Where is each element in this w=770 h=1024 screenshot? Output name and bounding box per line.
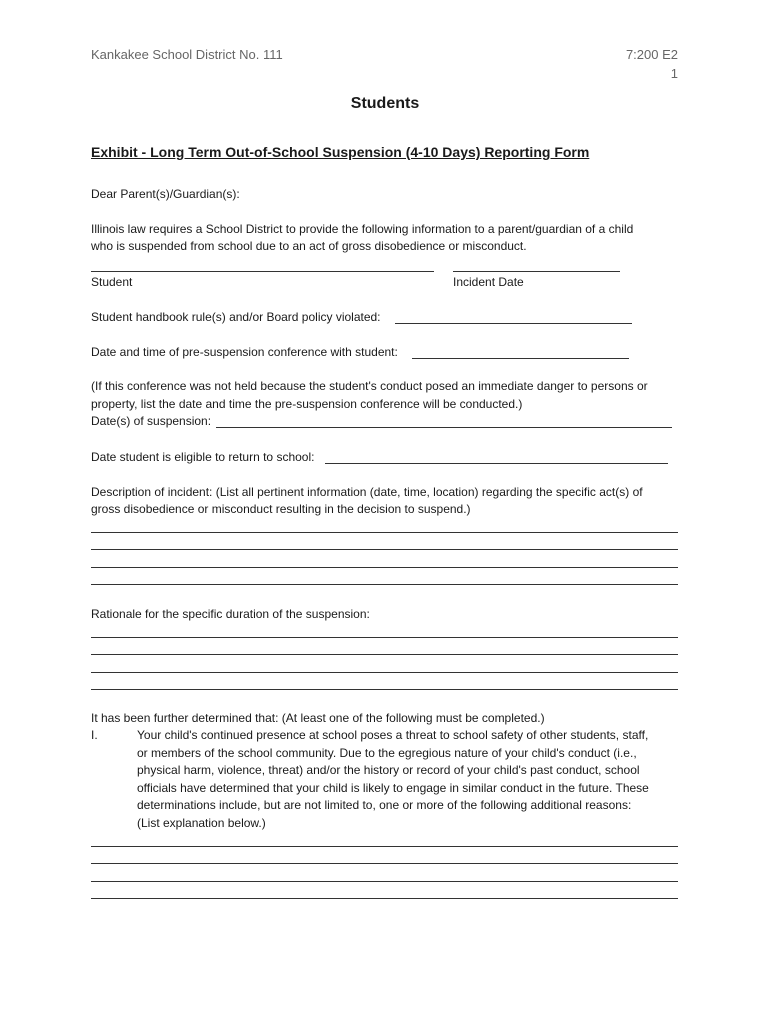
rationale-field-line[interactable]	[91, 689, 678, 690]
description-line-2: gross disobedience or misconduct resulting in the decision to suspend.)	[91, 502, 471, 516]
determination-line: officials have determined that your child is likely to engage in similar conduct in the future. These	[137, 781, 649, 795]
explanation-field-line[interactable]	[91, 863, 678, 864]
rationale-field-line[interactable]	[91, 637, 678, 638]
intro-line-2: who is suspended from school due to an act of gross disobedience or misconduct.	[91, 239, 527, 253]
description-field-line[interactable]	[91, 532, 678, 533]
conference-note-line-2: property, list the date and time the pre-suspension conference will be conducted.)	[91, 397, 523, 411]
determination-line: determinations include, but are not limited to, one or more of the following additional reasons:	[137, 798, 632, 812]
suspension-dates-label: Date(s) of suspension:	[91, 414, 212, 428]
student-label: Student	[91, 275, 133, 289]
determination-intro: It has been further determined that: (At least one of the following must be completed.)	[91, 711, 545, 725]
incident-date-field[interactable]	[453, 271, 620, 272]
description-field-line[interactable]	[91, 584, 678, 585]
district-name: Kankakee School District No. 111	[91, 47, 283, 62]
intro-line-1: Illinois law requires a School District to provide the following information to a parent/guardian of a child	[91, 222, 634, 236]
conference-field[interactable]	[412, 358, 629, 359]
page-number: 1	[670, 66, 678, 81]
policy-code: 7:200 E2	[625, 47, 678, 62]
determination-line: Your child's continued presence at school poses a threat to school safety of other students, staff,	[137, 728, 649, 742]
description-field-line[interactable]	[91, 549, 678, 550]
conference-note-line-1: (If this conference was not held because the student's conduct posed an immediate danger to persons or	[91, 379, 648, 393]
determination-line: (List explanation below.)	[137, 816, 266, 830]
rationale-field-line[interactable]	[91, 654, 678, 655]
explanation-field-line[interactable]	[91, 898, 678, 899]
determination-line: or members of the school community. Due to the egregious nature of your child's conduct (i.e.,	[137, 746, 637, 760]
rationale-field-line[interactable]	[91, 672, 678, 673]
return-date-label: Date student is eligible to return to school:	[91, 450, 315, 464]
description-field-line[interactable]	[91, 567, 678, 568]
rule-violated-field[interactable]	[395, 323, 632, 324]
student-name-field[interactable]	[91, 271, 434, 272]
determination-line: physical harm, violence, threat) and/or the history or record of your child's past conduct, school	[137, 763, 640, 777]
description-line-1: Description of incident: (List all pertinent information (date, time, location) regarding the specific act(s) of	[91, 485, 643, 499]
rationale-label: Rationale for the specific duration of the suspension:	[91, 607, 370, 621]
suspension-dates-field[interactable]	[216, 427, 672, 428]
return-date-field[interactable]	[325, 463, 668, 464]
page-title: Students	[350, 95, 420, 112]
explanation-field-line[interactable]	[91, 846, 678, 847]
determination-numeral: I.	[91, 728, 98, 742]
incident-date-label: Incident Date	[453, 275, 524, 289]
greeting: Dear Parent(s)/Guardian(s):	[91, 187, 240, 201]
rule-violated-label: Student handbook rule(s) and/or Board policy violated:	[91, 310, 381, 324]
explanation-field-line[interactable]	[91, 881, 678, 882]
conference-label: Date and time of pre-suspension conference with student:	[91, 345, 398, 359]
exhibit-title: Exhibit - Long Term Out-of-School Suspension (4-10 Days) Reporting Form	[91, 144, 590, 160]
